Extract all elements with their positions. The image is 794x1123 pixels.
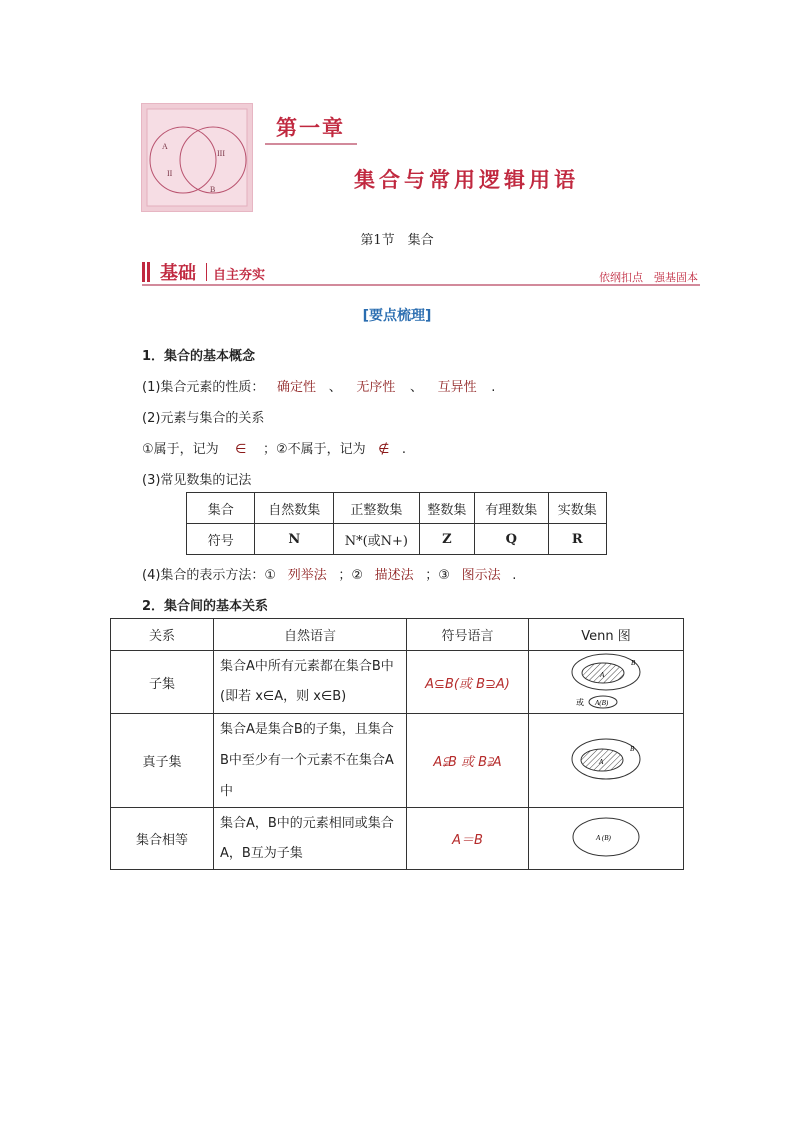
table-header: 自然语言 [214,619,407,651]
table-cell: 实数集 [548,493,606,524]
venn-cell [529,808,684,870]
answer-determinacy: 确定性 [277,380,317,395]
venn-label-b: B [631,659,636,667]
logo-label-ii: II [167,169,173,178]
answer-description: 描述法 [374,568,414,583]
band-subtitle: 自主夯实 [213,268,266,283]
end-1: . [491,380,496,395]
table-row [111,651,684,714]
venn-label-a: A [599,757,604,766]
table-cell: Q [475,524,549,555]
s1-p5 [142,564,516,583]
number-sets-table [186,492,607,555]
table-row [111,619,684,651]
venn-proper-subset-icon [556,734,656,784]
table-cell: 有理数集 [475,493,549,524]
chapter-underline [265,143,357,145]
sep-1: 、 [328,380,342,395]
table-cell: Z [419,524,474,555]
table-cell: N [255,524,334,555]
logo-label-iii: III [217,149,225,158]
table-cell: 子集 [111,651,214,714]
s1-p2: (2)元素与集合的关系 [142,411,265,426]
key-points-heading: [要点梳理] [362,308,432,324]
chapter-subtitle: 集合与常用逻辑用语 [354,168,579,192]
chapter-title: 第一章 [276,116,345,140]
venn-equal-icon [556,814,656,860]
table-row [187,524,607,555]
section-title: 第1节 集合 [360,233,434,248]
s1-p1 [142,376,495,395]
answer-unordered: 无序性 [356,380,396,395]
logo-label-a: A [162,142,168,151]
band-divider [206,263,207,281]
band-title: 基础 [160,263,196,284]
table-row [111,808,684,870]
table-cell: N*(或N+) [334,524,420,555]
band-marker-icon [142,262,154,282]
venn-subset-icon [556,651,656,709]
s1-p3-a: ①属于，记为 [142,442,219,457]
venn-label-b: B [630,744,635,753]
venn-cell [529,714,684,808]
table-cell: 正整数集 [334,493,420,524]
answer-belongs: ∈ [235,442,247,457]
s1-p1-prefix: (1)集合元素的性质： [142,380,265,395]
chapter-logo [141,103,253,212]
table-cell: 集合 [187,493,255,524]
s2-heading: 2．集合间的基本关系 [142,599,269,614]
venn-cell [529,651,684,714]
answer-enumeration: 列举法 [287,568,327,583]
table-header: 符号语言 [407,619,529,651]
table-cell: A＝B [407,808,529,870]
table-cell: 符号 [187,524,255,555]
table-cell: R [548,524,606,555]
table-cell: 整数集 [419,493,474,524]
answer-not-belongs: ∉ [378,442,390,457]
table-cell: 真子集 [111,714,214,808]
s1-p3 [142,438,406,457]
venn-logo-icon [142,104,252,211]
table-cell: A⫋B 或 B⫌A [407,714,529,808]
venn-label-ab: A(B) [595,699,609,707]
s1-p5-prefix: (4)集合的表示方法：① [142,568,277,583]
answer-diagram: 图示法 [461,568,501,583]
table-cell: 集合A，B中的元素相同或集合A，B互为子集 [214,808,407,870]
logo-label-b: B [210,185,216,194]
table-cell: 集合相等 [111,808,214,870]
s1-p5-mid1: ；② [338,568,364,583]
answer-distinct: 互异性 [437,380,477,395]
s1-p5-mid2: ；③ [425,568,450,583]
set-relations-table [110,618,684,870]
s1-heading: 1．集合的基本概念 [142,349,256,364]
table-row [111,714,684,808]
table-row [187,493,607,524]
venn-label-ab: A (B) [596,833,611,842]
table-cell: 集合A是集合B的子集，且集合B中至少有一个元素不在集合A中 [214,714,407,808]
s1-p4: (3)常见数集的记法 [142,473,252,488]
s1-p3-b: ；②不属于，记为 [262,442,366,457]
venn-label-a: A [600,671,605,679]
table-cell: 自然数集 [255,493,334,524]
end-2: . [401,442,407,457]
table-header: 关系 [111,619,214,651]
band-rule [142,284,700,286]
end-3: . [512,568,517,583]
table-header: Venn 图 [529,619,684,651]
table-cell: A⊆B(或 B⊇A) [407,651,529,714]
venn-or-text: 或 [576,698,584,707]
band-slogan: 依纲扣点 强基固本 [599,271,698,284]
table-cell: 集合A中所有元素都在集合B中(即若 x∈A，则 x∈B) [214,651,407,714]
sep-2: 、 [410,380,424,395]
